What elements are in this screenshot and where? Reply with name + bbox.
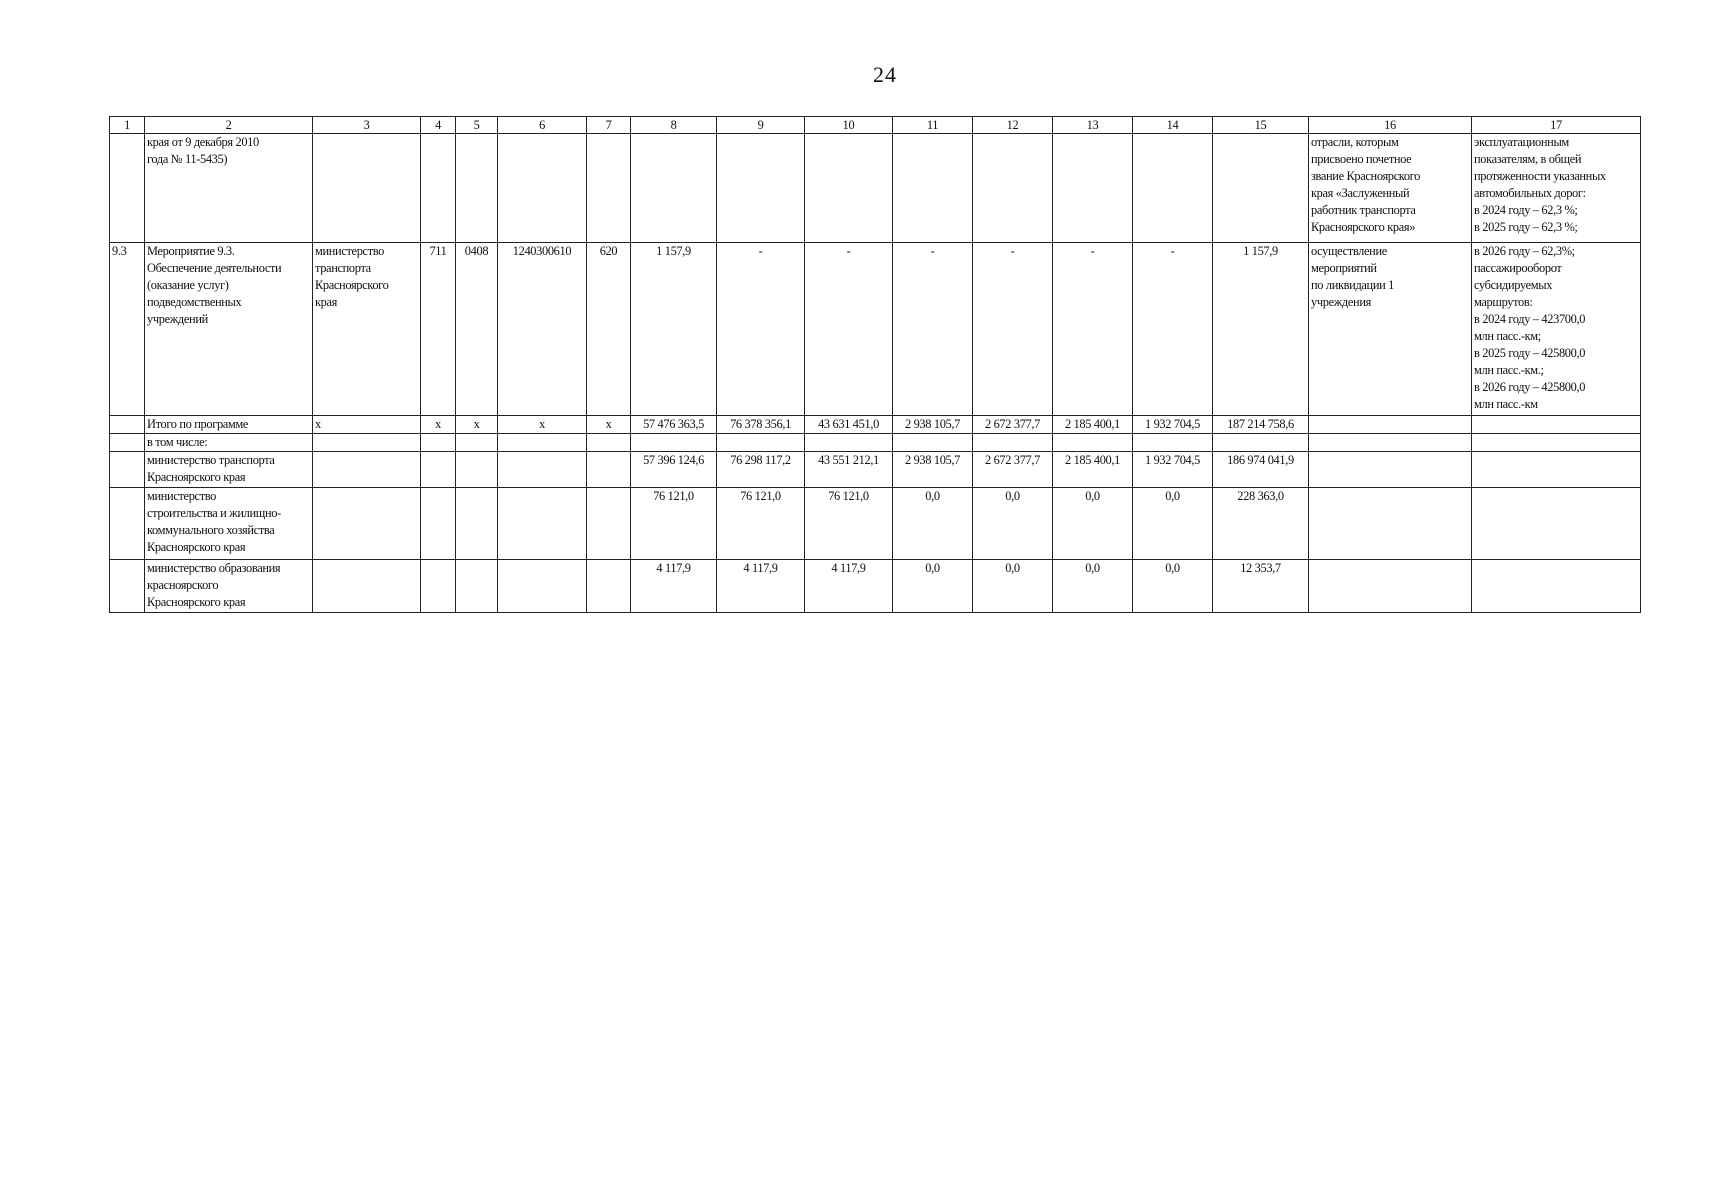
header-cell: 17 <box>1472 117 1641 134</box>
education-col13: 0,0 <box>1053 560 1133 613</box>
education-col9: 4 117,9 <box>717 560 805 613</box>
total-col11: 2 938 105,7 <box>893 416 973 434</box>
total-x-col4: x <box>421 416 456 434</box>
header-cell: 16 <box>1309 117 1472 134</box>
header-cell: 14 <box>1133 117 1213 134</box>
continued-result-text: отрасли, которым присвоено почетное звание Красноярского края «Заслуженный работник транспорта Красноярского края» <box>1309 134 1472 243</box>
including-label: в том числе: <box>145 434 313 452</box>
total-col15: 187 214 758,6 <box>1213 416 1309 434</box>
construction-col13: 0,0 <box>1053 488 1133 560</box>
education-col11: 0,0 <box>893 560 973 613</box>
transport-col8: 57 396 124,6 <box>631 452 717 488</box>
total-label: Итого по программе <box>145 416 313 434</box>
csr-code: 1240300610 <box>498 243 587 416</box>
construction-col12: 0,0 <box>973 488 1053 560</box>
continued-row <box>110 134 1641 243</box>
value-col12: - <box>973 243 1053 416</box>
grbs-code: 711 <box>421 243 456 416</box>
header-cell: 4 <box>421 117 456 134</box>
header-cell: 10 <box>805 117 893 134</box>
column-numbers-row <box>110 117 1641 134</box>
continued-indicator-text: эксплуатационным показателям, в общей протяженности указанных автомобильных дорог: в 2024 году – 62,3 %; в 2025 году – 62,3 %; <box>1472 134 1641 243</box>
header-cell: 11 <box>893 117 973 134</box>
total-col8: 57 476 363,5 <box>631 416 717 434</box>
header-cell: 8 <box>631 117 717 134</box>
program-activities-table <box>109 116 1641 613</box>
education-label: министерство образования красноярского Красноярского края <box>145 560 313 613</box>
total-x-col3: x <box>313 416 421 434</box>
education-col8: 4 117,9 <box>631 560 717 613</box>
transport-ministry-row <box>110 452 1641 488</box>
activity-name: Мероприятие 9.3. Обеспечение деятельности (оказание услуг) подведомственных учреждений <box>145 243 313 416</box>
indicator-values: в 2026 году – 62,3%; пассажирооборот субсидируемых маршрутов: в 2024 году – 423700,0 млн пасс.-км; в 2025 году – 425800,0 млн пасс.-км.; в 2026 году – 425800,0 млн пасс.-км <box>1472 243 1641 416</box>
total-col12: 2 672 377,7 <box>973 416 1053 434</box>
activity-executor: министерство транспорта Красноярского края <box>313 243 421 416</box>
header-cell: 9 <box>717 117 805 134</box>
transport-col13: 2 185 400,1 <box>1053 452 1133 488</box>
education-col14: 0,0 <box>1133 560 1213 613</box>
header-cell: 6 <box>498 117 587 134</box>
education-col10: 4 117,9 <box>805 560 893 613</box>
total-col13: 2 185 400,1 <box>1053 416 1133 434</box>
total-col10: 43 631 451,0 <box>805 416 893 434</box>
continued-activity-text: края от 9 декабря 2010 года № 11-5435) <box>145 134 313 243</box>
header-cell: 12 <box>973 117 1053 134</box>
construction-col14: 0,0 <box>1133 488 1213 560</box>
header-cell: 15 <box>1213 117 1309 134</box>
construction-col15: 228 363,0 <box>1213 488 1309 560</box>
education-col15: 12 353,7 <box>1213 560 1309 613</box>
value-col10: - <box>805 243 893 416</box>
construction-label: министерство строительства и жилищно- коммунального хозяйства Красноярского края <box>145 488 313 560</box>
transport-label: министерство транспорта Красноярского края <box>145 452 313 488</box>
header-cell: 1 <box>110 117 145 134</box>
value-col14: - <box>1133 243 1213 416</box>
expected-result: осуществление мероприятий по ликвидации 1 учреждения <box>1309 243 1472 416</box>
construction-col8: 76 121,0 <box>631 488 717 560</box>
total-x-col6: x <box>498 416 587 434</box>
construction-col11: 0,0 <box>893 488 973 560</box>
value-col8: 1 157,9 <box>631 243 717 416</box>
header-cell: 7 <box>587 117 631 134</box>
value-col13: - <box>1053 243 1133 416</box>
transport-col14: 1 932 704,5 <box>1133 452 1213 488</box>
transport-col15: 186 974 041,9 <box>1213 452 1309 488</box>
transport-col12: 2 672 377,7 <box>973 452 1053 488</box>
activity-number: 9.3 <box>110 243 145 416</box>
rzpr-code: 0408 <box>456 243 498 416</box>
construction-col10: 76 121,0 <box>805 488 893 560</box>
value-col15: 1 157,9 <box>1213 243 1309 416</box>
total-x-col7: x <box>587 416 631 434</box>
total-x-col5: x <box>456 416 498 434</box>
activity-9-3-row <box>110 243 1641 416</box>
header-cell: 3 <box>313 117 421 134</box>
header-cell: 5 <box>456 117 498 134</box>
education-ministry-row <box>110 560 1641 613</box>
total-col9: 76 378 356,1 <box>717 416 805 434</box>
education-col12: 0,0 <box>973 560 1053 613</box>
total-col14: 1 932 704,5 <box>1133 416 1213 434</box>
vr-code: 620 <box>587 243 631 416</box>
transport-col10: 43 551 212,1 <box>805 452 893 488</box>
page-number: 24 <box>873 62 897 87</box>
construction-ministry-row <box>110 488 1641 560</box>
value-col11: - <box>893 243 973 416</box>
including-row <box>110 434 1641 452</box>
header-cell: 2 <box>145 117 313 134</box>
header-cell: 13 <box>1053 117 1133 134</box>
transport-col9: 76 298 117,2 <box>717 452 805 488</box>
transport-col11: 2 938 105,7 <box>893 452 973 488</box>
value-col9: - <box>717 243 805 416</box>
construction-col9: 76 121,0 <box>717 488 805 560</box>
program-total-row <box>110 416 1641 434</box>
